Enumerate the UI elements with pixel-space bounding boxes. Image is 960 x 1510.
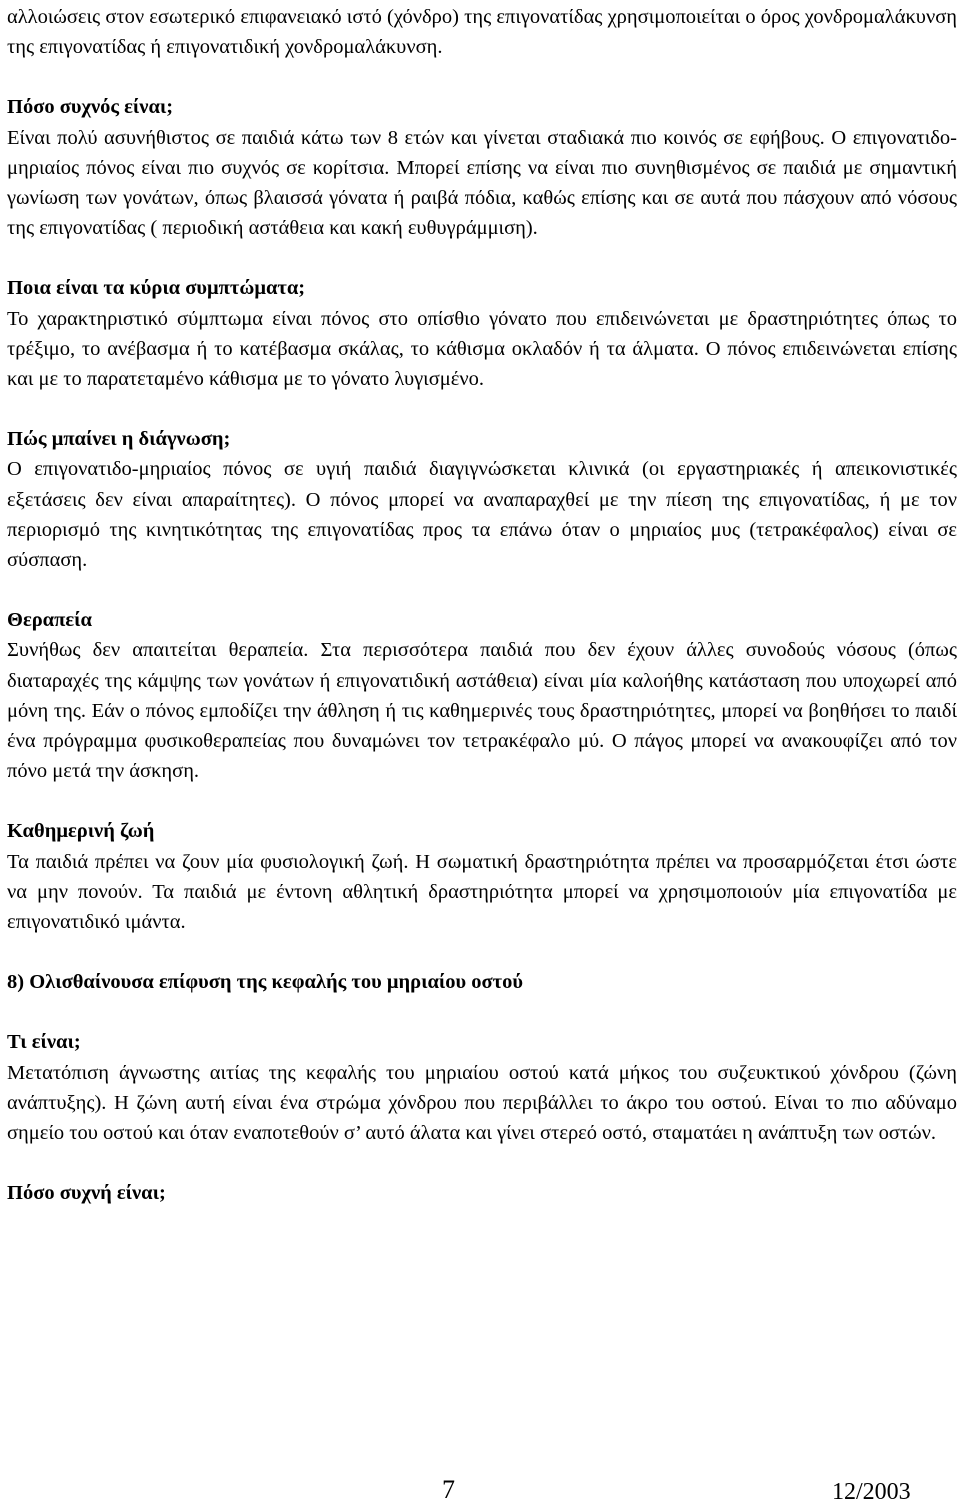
section-8-what-heading: Τι είναι; <box>7 1031 81 1054</box>
section-heading-treatment: Θεραπεία <box>7 609 92 632</box>
section-text-frequency: Είναι πολύ ασυνήθιστος σε παιδιά κάτω των 8 ετών και γίνεται σταδιακά πιο κοινός σε εφήβους. Ο επιγονατιδο-μηριαίος πόνος είναι πιο συχνός σε κορίτσια. Μπορεί επίσης να είναι πιο συνηθισμένος σε παιδιά με σημαντική γωνίωση των γονάτων, όπως βλαισσά γόνατα ή ραιβά πόδια, καθώς επίσης και σε αυτά που πάσχουν από νόσους της επιγονατίδας ( περιοδική αστάθεια και κακή ευθυγράμμιση). <box>7 126 957 240</box>
section-heading-daily-life: Καθημερινή ζωή <box>7 820 155 843</box>
section-text-daily-life: Τα παιδιά πρέπει να ζουν μία φυσιολογική ζωή. Η σωματική δραστηριότητα πρέπει να προσαρμόζεται έτσι ώστε να μην πονούν. Τα παιδιά με έντονη αθλητική δραστηριότητα μπορεί να χρησιμοποιούν μία επιγονατίδα με επιγονατιδικό ιμάντα. <box>7 850 957 934</box>
section-text-diagnosis: Ο επιγονατιδο-μηριαίος πόνος σε υγιή παιδιά διαγιγνώσκεται κλινικά (οι εργαστηριακές ή απεικονιστικές εξετάσεις δεν είναι απαραίτητες). Ο πόνος μπορεί να αναπαραχθεί με την πίεση της επιγονατίδας, ή με τον περιορισμό της κινητικότητας της επιγονατίδας προς τα επάνω όταν ο μηριαίος μυς (τετρακέφαλος) είναι σε σύσπαση. <box>7 458 957 572</box>
footer-date: 12/2003 <box>832 1479 911 1505</box>
section-text-treatment: Συνήθως δεν απαιτείται θεραπεία. Στα περισσότερα παιδιά που δεν έχουν άλλες συνοδούς νόσους (όπως διαταραχές της κάμψης των γονάτων ή επιγονατιδική αστάθεια) είναι μία καλοήθης κατάσταση που υποχωρεί από μόνη της. Εάν ο πόνος εμποδίζει την άθληση ή τις καθημερινές τους δραστηριότητες, μπορεί να βοηθήσει το παιδί ένα πρόγραμμα φυσικοθεραπείας που δυναμώνει τον τετρακέφαλο μύ. Ο πάγος μπορεί να ανακουφίζει από τον πόνο μετά την άσκηση. <box>7 639 957 783</box>
section-heading-frequency: Πόσο συχνός είναι; <box>7 96 174 119</box>
intro-paragraph: αλλοιώσεις στον εσωτερικό επιφανειακό ιστό (χόνδρο) της επιγονατίδας χρησιμοποιείται ο όρος χονδρομαλάκυνση της επιγονατίδας ή επιγονατιδική χονδρομαλάκυνση. <box>7 6 957 59</box>
page-number: 7 <box>442 1475 455 1504</box>
section-8-what-text: Μετατόπιση άγνωστης αιτίας της κεφαλής του μηριαίου οστού κατά μήκος του συζευκτικού χόνδρου (ζώνη ανάπτυξης). Η ζώνη αυτή είναι ένα στρώμα χόνδρου που περιβάλλει το άκρο του οστού. Είναι το πιο αδύναμο σημείο του οστού και όταν εναποτεθούν σ’ αυτό άλατα και γίνει στερεό οστό, σταματάει η ανάπτυξη των οστών. <box>7 1061 957 1145</box>
section-heading-symptoms: Ποια είναι τα κύρια συμπτώματα; <box>7 277 306 300</box>
section-8-title: 8) Ολισθαίνουσα επίφυση της κεφαλής του μηριαίου οστού <box>7 971 524 994</box>
section-8-frequency-heading: Πόσο συχνή είναι; <box>7 1182 166 1205</box>
section-text-symptoms: Το χαρακτηριστικό σύμπτωμα είναι πόνος στο οπίσθιο γόνατο που επιδεινώνεται με δραστηριότητες όπως το τρέξιμο, το ανέβασμα ή το κατέβασμα σκάλας, το κάθισμα οκλαδόν ή τα άλματα. Ο πόνος επιδεινώνεται επίσης και με το παρατεταμένο κάθισμα με το γόνατο λυγισμένο. <box>7 307 957 391</box>
section-heading-diagnosis: Πώς μπαίνει η διάγνωση; <box>7 428 231 451</box>
document-page <box>7 2 957 1209</box>
